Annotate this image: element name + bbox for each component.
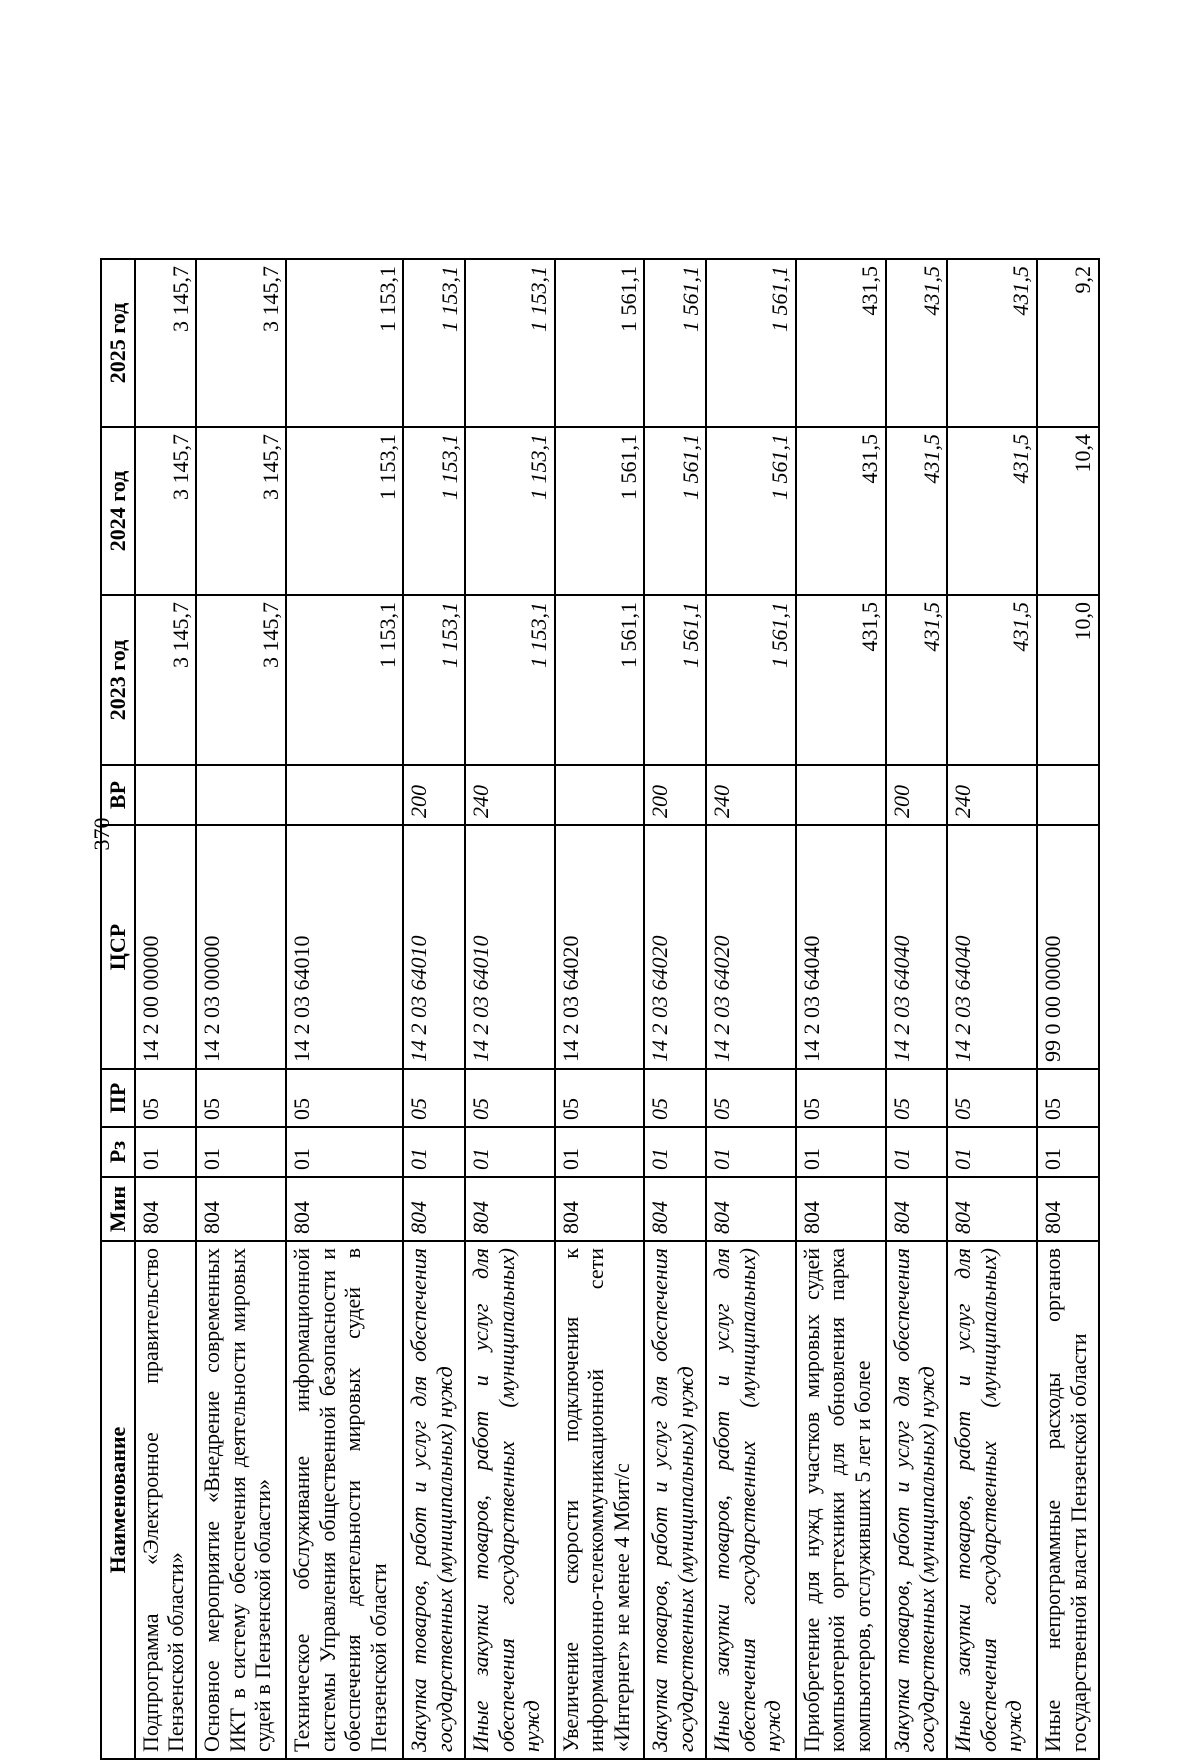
cell-2023: 431,5 <box>947 595 1037 765</box>
cell-2025: 1 153,1 <box>465 259 555 427</box>
cell-pr: 05 <box>947 1069 1037 1127</box>
cell-min: 804 <box>555 1177 645 1241</box>
header-2025: 2025 год <box>101 259 135 427</box>
budget-table-container <box>100 260 1100 1760</box>
cell-2024: 1 153,1 <box>465 427 555 595</box>
cell-2024: 431,5 <box>886 427 948 595</box>
cell-2025: 431,5 <box>886 259 948 427</box>
cell-2023: 1 561,1 <box>706 595 796 765</box>
cell-vr <box>286 765 403 825</box>
page-number: 370 <box>89 817 114 851</box>
cell-name: Иные закупки товаров, работ и услуг для обеспечения государственных (муниципальных) нужд <box>706 1241 796 1759</box>
cell-csr: 14 2 00 00000 <box>135 825 197 1069</box>
cell-name: Основное мероприятие «Внедрение современных ИКТ в систему обеспечения деятельности мировых судей в Пензенской области» <box>196 1241 286 1759</box>
cell-2024: 3 145,7 <box>196 427 286 595</box>
cell-csr: 14 2 03 00000 <box>196 825 286 1069</box>
table-row <box>796 259 886 1759</box>
cell-min: 804 <box>886 1177 948 1241</box>
cell-2025: 3 145,7 <box>196 259 286 427</box>
cell-min: 804 <box>465 1177 555 1241</box>
cell-2023: 431,5 <box>796 595 886 765</box>
cell-name: Закупка товаров, работ и услуг для обеспечения государственных (муниципальных) нужд <box>886 1241 948 1759</box>
table-row <box>555 259 645 1759</box>
cell-csr: 14 2 03 64020 <box>706 825 796 1069</box>
table-row <box>706 259 796 1759</box>
cell-name: Иные закупки товаров, работ и услуг для обеспечения государственных (муниципальных) нужд <box>947 1241 1037 1759</box>
cell-name: Техническое обслуживание информационной системы Управления общественной безопасности и обеспечения деятельности мировых судей в Пензенской области <box>286 1241 403 1759</box>
cell-2023: 1 153,1 <box>403 595 465 765</box>
cell-2025: 1 153,1 <box>403 259 465 427</box>
cell-2023: 431,5 <box>886 595 948 765</box>
cell-name: Приобретение для нужд участков мировых судей компьютерной оргтехники для обновления парка компьютеров, отслуживших 5 лет и более <box>796 1241 886 1759</box>
budget-table <box>100 258 1100 1760</box>
header-csr: ЦСР <box>101 825 135 1069</box>
cell-2023: 10,0 <box>1037 595 1099 765</box>
cell-min: 804 <box>947 1177 1037 1241</box>
cell-2024: 1 153,1 <box>403 427 465 595</box>
cell-pr: 05 <box>644 1069 706 1127</box>
cell-2024: 1 561,1 <box>555 427 645 595</box>
cell-csr: 14 2 03 64010 <box>465 825 555 1069</box>
cell-csr: 14 2 03 64040 <box>886 825 948 1069</box>
cell-pr: 05 <box>796 1069 886 1127</box>
cell-csr: 14 2 03 64020 <box>644 825 706 1069</box>
cell-2025: 9,2 <box>1037 259 1099 427</box>
cell-pr: 05 <box>403 1069 465 1127</box>
cell-csr: 14 2 03 64010 <box>403 825 465 1069</box>
cell-pr: 05 <box>555 1069 645 1127</box>
cell-vr <box>796 765 886 825</box>
cell-2023: 3 145,7 <box>135 595 197 765</box>
cell-rz: 01 <box>465 1127 555 1177</box>
cell-csr: 14 2 03 64040 <box>796 825 886 1069</box>
cell-2025: 1 561,1 <box>644 259 706 427</box>
table-row <box>886 259 948 1759</box>
cell-name: Увеличение скорости подключения к информационно-телекоммуникационной сети «Интернет» не менее 4 Мбит/с <box>555 1241 645 1759</box>
cell-rz: 01 <box>1037 1127 1099 1177</box>
table-row <box>135 259 197 1759</box>
cell-min: 804 <box>796 1177 886 1241</box>
header-2024: 2024 год <box>101 427 135 595</box>
cell-csr: 99 0 00 00000 <box>1037 825 1099 1069</box>
cell-vr <box>555 765 645 825</box>
cell-rz: 01 <box>706 1127 796 1177</box>
header-min: Мин <box>101 1177 135 1241</box>
cell-2024: 1 561,1 <box>706 427 796 595</box>
cell-csr: 14 2 03 64020 <box>555 825 645 1069</box>
header-rz: Рз <box>101 1127 135 1177</box>
cell-2024: 10,4 <box>1037 427 1099 595</box>
table-row <box>947 259 1037 1759</box>
header-name: Наименование <box>101 1241 135 1759</box>
cell-rz: 01 <box>886 1127 948 1177</box>
cell-min: 804 <box>706 1177 796 1241</box>
cell-2023: 3 145,7 <box>196 595 286 765</box>
cell-pr: 05 <box>1037 1069 1099 1127</box>
cell-vr: 200 <box>644 765 706 825</box>
cell-csr: 14 2 03 64040 <box>947 825 1037 1069</box>
cell-2024: 431,5 <box>947 427 1037 595</box>
cell-name: Подпрограмма «Электронное правительство Пензенской области» <box>135 1241 197 1759</box>
header-pr: ПР <box>101 1069 135 1127</box>
cell-pr: 05 <box>196 1069 286 1127</box>
cell-min: 804 <box>644 1177 706 1241</box>
cell-2025: 1 561,1 <box>706 259 796 427</box>
cell-name: Закупка товаров, работ и услуг для обеспечения государственных (муниципальных) нужд <box>403 1241 465 1759</box>
cell-vr: 240 <box>465 765 555 825</box>
cell-vr <box>135 765 197 825</box>
table-row <box>403 259 465 1759</box>
table-row <box>286 259 403 1759</box>
cell-2024: 1 153,1 <box>286 427 403 595</box>
cell-pr: 05 <box>706 1069 796 1127</box>
header-2023: 2023 год <box>101 595 135 765</box>
table-body <box>135 259 1099 1759</box>
cell-2023: 1 561,1 <box>644 595 706 765</box>
table-header-row <box>101 259 135 1759</box>
cell-rz: 01 <box>796 1127 886 1177</box>
cell-rz: 01 <box>196 1127 286 1177</box>
cell-pr: 05 <box>886 1069 948 1127</box>
cell-2025: 1 561,1 <box>555 259 645 427</box>
cell-min: 804 <box>286 1177 403 1241</box>
cell-csr: 14 2 03 64010 <box>286 825 403 1069</box>
cell-2025: 431,5 <box>947 259 1037 427</box>
cell-2024: 1 561,1 <box>644 427 706 595</box>
cell-2023: 1 153,1 <box>286 595 403 765</box>
cell-2025: 1 153,1 <box>286 259 403 427</box>
cell-vr: 200 <box>403 765 465 825</box>
cell-name: Закупка товаров, работ и услуг для обеспечения государственных (муниципальных) нужд <box>644 1241 706 1759</box>
cell-vr <box>1037 765 1099 825</box>
cell-min: 804 <box>135 1177 197 1241</box>
cell-rz: 01 <box>403 1127 465 1177</box>
cell-2024: 431,5 <box>796 427 886 595</box>
cell-rz: 01 <box>286 1127 403 1177</box>
cell-min: 804 <box>1037 1177 1099 1241</box>
header-vr: ВР <box>101 765 135 825</box>
cell-vr <box>196 765 286 825</box>
cell-rz: 01 <box>947 1127 1037 1177</box>
cell-2024: 3 145,7 <box>135 427 197 595</box>
cell-name: Иные закупки товаров, работ и услуг для обеспечения государственных (муниципальных) нужд <box>465 1241 555 1759</box>
cell-rz: 01 <box>644 1127 706 1177</box>
cell-vr: 240 <box>947 765 1037 825</box>
cell-pr: 05 <box>135 1069 197 1127</box>
cell-rz: 01 <box>555 1127 645 1177</box>
cell-rz: 01 <box>135 1127 197 1177</box>
table-row <box>644 259 706 1759</box>
cell-2025: 3 145,7 <box>135 259 197 427</box>
cell-2023: 1 153,1 <box>465 595 555 765</box>
cell-pr: 05 <box>465 1069 555 1127</box>
cell-2025: 431,5 <box>796 259 886 427</box>
cell-2023: 1 561,1 <box>555 595 645 765</box>
cell-vr: 240 <box>706 765 796 825</box>
table-row <box>465 259 555 1759</box>
cell-vr: 200 <box>886 765 948 825</box>
cell-min: 804 <box>403 1177 465 1241</box>
cell-pr: 05 <box>286 1069 403 1127</box>
table-row <box>196 259 286 1759</box>
table-row <box>1037 259 1099 1759</box>
cell-min: 804 <box>196 1177 286 1241</box>
cell-name: Иные непрограммные расходы органов государственной власти Пензенской области <box>1037 1241 1099 1759</box>
